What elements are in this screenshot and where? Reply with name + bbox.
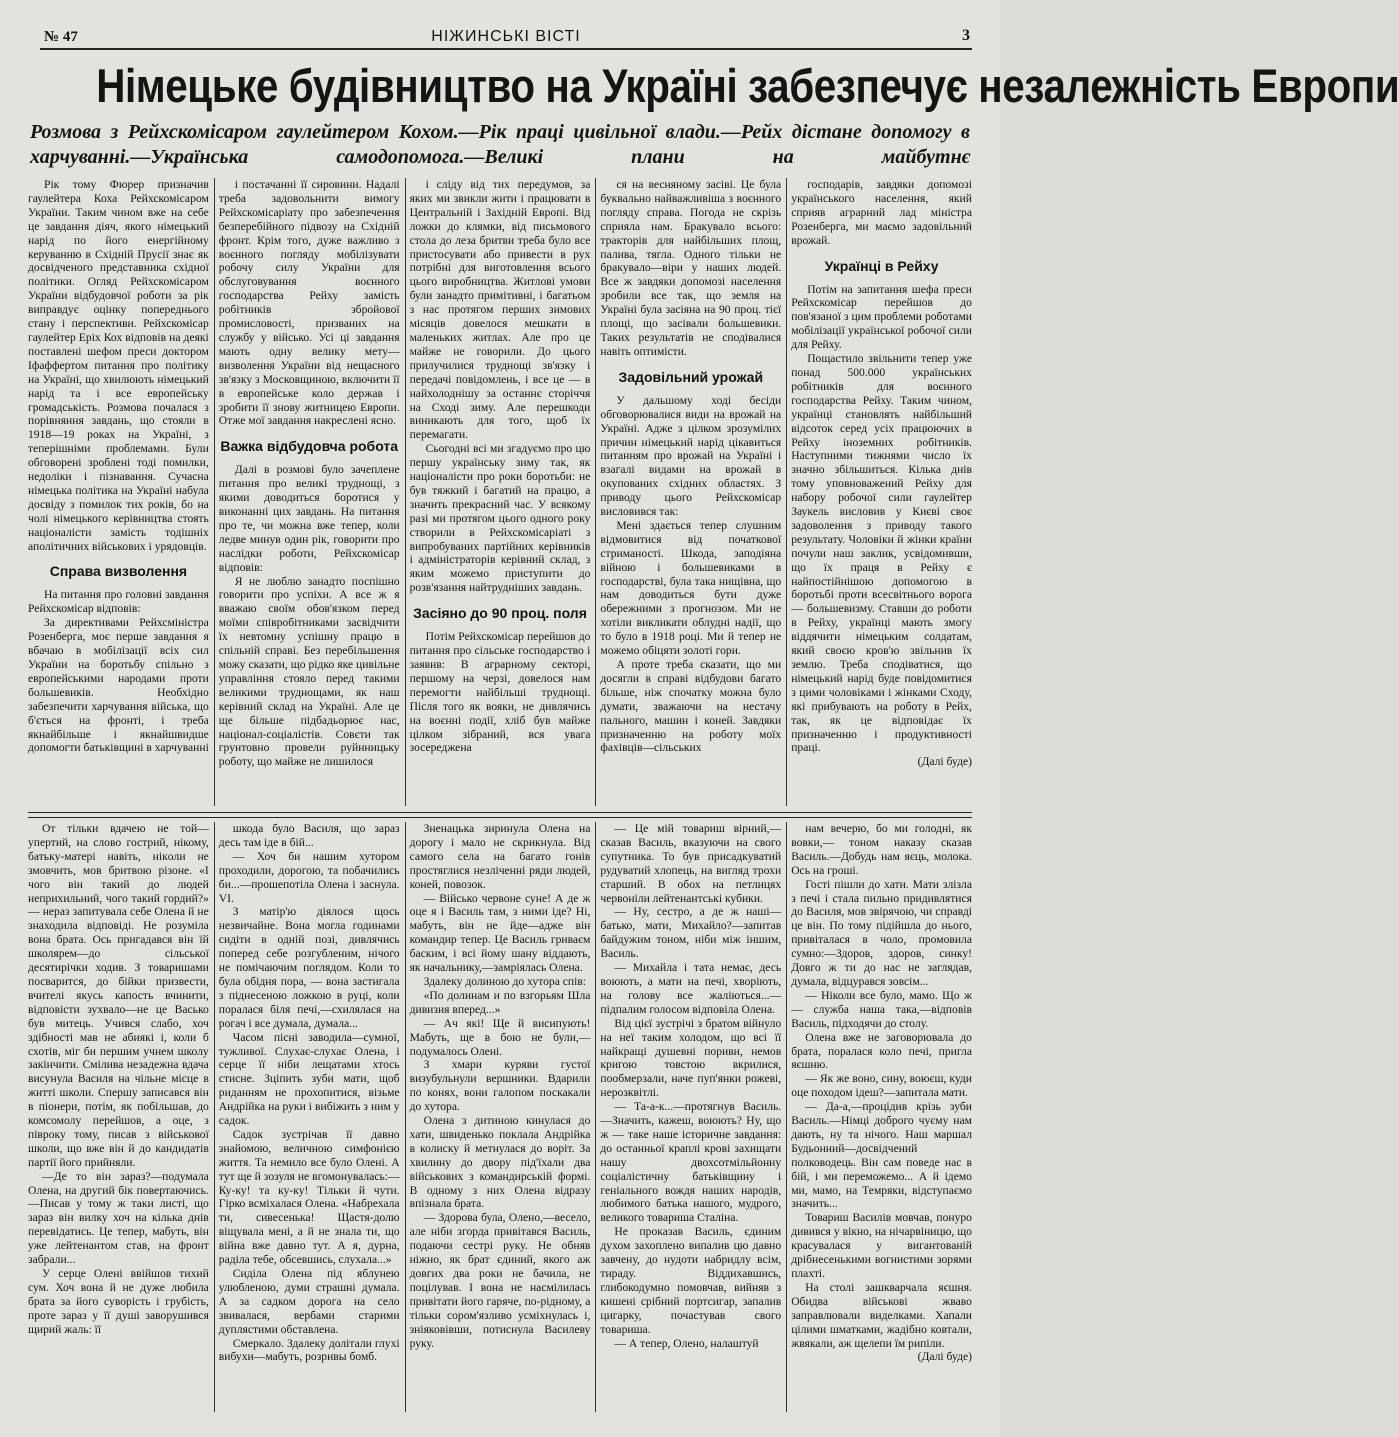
paragraph: А проте треба сказати, що ми досягли в справі відбудови багато більше, ніж спочатку можна було думати, зважаючи на нестачу пального, машин і коней. Завдяки призначенню на роботу моїх фахівців—сільських (600, 658, 782, 755)
paragraph: Олена з дитиною кинулася до хати, швиденько поклала Андрійка в колиску й метнулася до воріт. За хвилину до двору під'їхали два військових з командирській формі. В одному з них Олена відразу впізнала брата. (409, 1114, 591, 1211)
paragraph: Рік тому Фюрер призначив гаулейтера Коха Рейхскомісаром України. Таким чином вже на себе це завдання діяч, якого німецький нарід по його енергійному керуванню в Східній Прусії знає як досвідченого представника східної політики. Огляд Рейхскомісаром України відбудовчої роботи за рік виправдує оцінку попереднього стану і перспективи. Рейхскомісар гаулейтер Еріх Кох відповів на деякі поставлені шефом преси доктором Іфаффертом питання про політику на Україні, що хвилюють німецький нарід та і все европейську громадськість. Розмова почалася з порівняння завдань, що стояли в 1918—19 роках на Україні, з теперішніми проблемами. Були обговорені зроблені тоді помилки, недоліки і пізнавання. Сучасна німецька політика на Україні набула досвіду з помилок тих років, бо на чолі німецького керівництва стоять націоналісти замість тодішніх аполітичних військових і урядовців. (28, 178, 209, 553)
paragraph: — Ніколи все було, мамо. Що ж — служба наша така,—відповів Василь, підходячи до столу. (791, 988, 972, 1030)
column-rule (214, 178, 215, 806)
paragraph: — Хоч би нашим хутором проходили, дорогою, та побачились би...—прошепотіла Олена і заснула. VI. (218, 849, 400, 905)
paragraph: — Михайла і тата немає, десь воюють, а мати на печі, хворіють, на голову все жаліються...—підпалим голосом відповіла Олена. (600, 961, 782, 1016)
paragraph: — Да-а,—процідив крізь зуби Василь.—Німці доброго чуєму нам дають, ну та нічого. Наш маршал Будьонний—досвідчений полководець. Він сам поведе нас в бій, і ми переможемо... А й ідемо ми, мамо, на Темряки, відступаємо значить... (791, 1100, 972, 1211)
paragraph: У дальшому ході бесіди обговорювалися види на врожай на Україні. Адже з цілком зрозумілих причин німецький нарід цікавиться питанням про врожай на Україні і взагалі видами на врожай в окупованих східних областях. З приводу цього Рейхскомісар висловився так: (600, 393, 782, 519)
page-header (40, 26, 972, 50)
column-rule (405, 822, 406, 1412)
paragraph: Товариш Василів мовчав, понуро дивився у вікно, на нічарвіницю, що красувалася у вигантованій дрібнесенькими вогнистими зорями плахті. (791, 1211, 972, 1280)
paragraph: і сліду від тих передумов, за яких ми звикли жити і працювати в Центральній і Західній Европі. Від ложки до клямки, від письмового стола до леза бритви треба було все пристосувати або привести в рух потрібні для виготовлення всього цього виробництва. Житлові умови були занадто примітивні, і багатьом з нас протягом перших зимових місяців довелося мешкати в маленьких житлах. Але про це майже не говорили. До цього прилучилися труднощі зв'язку і передачі повідомлень, і все це — в найхолоднішу за останнє сторіччя на Сході зиму. Але перешкоди виникають для того, щоб їх перемагати. (409, 178, 591, 442)
top_columns-column-2 (219, 178, 400, 806)
main-headline: Німецьке будівництво на Україні забезпечує незалежність Европи (96, 59, 1399, 112)
paragraph: — Це мій товариш вірний,—сказав Василь, вказуючи на свого супутника. То був присадкуватий рудуватий хлопець, на вигляд трохи старший. В обох на петлицях червоніли лейтенантські кубики. (600, 822, 782, 905)
article-columns (28, 178, 972, 806)
paragraph: — Ач які! Ще й висипують! Мабуть, ще в бою не були,—подумалось Олені. (409, 1016, 591, 1058)
continued-note: (Далі буде) (917, 755, 972, 769)
paragraph: Сиділа Олена під яблунею улюбленою, думи страшні думала. А за садком дорога на село звивалася, вербами старими дуплястими обставлена. (218, 1267, 400, 1336)
top_columns-column-5 (791, 178, 972, 806)
bottom_columns-column-5 (791, 822, 972, 1412)
paragraph: — А тепер, Олено, налаштуй (614, 1336, 759, 1350)
paragraph: — Військо червоне суне! А де ж оце я і Василь там, з ними іде? Ні, мабуть, він не йде—адже він командир тепер. Це Василь гриваєм баским, і всі йому шану віддають, як начальнику,—замріялась Олена. (409, 891, 591, 975)
paragraph: Я не люблю занадто поспішно говорити про успіхи. А все ж я вважаю своїм обов'язком перед моїми співробітниками засвідчити їх невтомну успішну працю в спільній справі. Без перебільшення можу сказати, що рідко яке цивільне управління стояло перед такими великими труднощами, як наш керівний склад на Україні. Але це ще більше підбадьорює нас, націонал-соціалістів. Совєти так грунтовно провели руйнницьку роботу, що майже не лишилося (218, 574, 400, 769)
paragraph: — Ну, сестро, а де ж наші—батько, мати, Михайло?—запитав байдужим тоном, ніби між іншим, Василь. (600, 905, 782, 961)
paragraph: нам вечерю, бо ми голодні, як вовки,— тоном наказу сказав Василь.—Добудь нам яєць, молока. Ось на гроші. (791, 822, 972, 877)
bottom_columns-column-3 (410, 822, 591, 1412)
section-heading: Важка відбудовча робота (220, 438, 399, 455)
section-divider (28, 812, 972, 818)
paragraph: От тільки вдачею не той—упертий, на слово гострий, нікому, батьку-матері навіть, нікoли не змовчить, мов бритвою різоне. «І чого він такий до людей неприхильний, чого такий гордий?» — нераз запитувала себе Олена й не знаходила відповіді. Не розуміла вона брата. Ось пригадався він їй школярем—до сільської десятирічки ходив. З товаришами посварится, до бійки призвести, вчителі якусь капость вчинити, відповісти зухвало—не це Васько був митець. Учився слабо, хоч здібності мав не абиякі і, коли б схотів, міг би першим учнем школу закінчити. Смілива незадежна вдача висунула Василя на чільне місце в житті школи. Спершу записався він в піонери, потім, як побільшав, до комсомолу перейшов, а оце, з півроку тому, писав з військової школи, що вже він й до кандидатів партії його прийняли. (28, 822, 209, 1169)
paragraph: Садок зустрічав її давно знайомою, величною симфонією життя. Та немило все було Олені. А тут ще й зозуля не вгомонувалась:—Ку-ку! та ку-ку! Тільки й чути. Гірко всміхалася Олена. «Набрехала ти, сивесенька! Щастя-долю віщувала мені, а й не знала ти, що війна вже давно тут. А я, дурна, раділа тебе, обсевшись, слухала...» (218, 1127, 400, 1267)
paragraph: За директивами Рейхсміністра Розенберга, моє перше завдання я вбачаю в мобілізації всіх сил України на боротьбу спільно з европейськими народами проти большевиків. Необхідно забезпечити харчування війська, що б'ється на фронті, і треба якнайбільше і якнайшвидше допомогти батьківщині в харчуванні (28, 616, 209, 755)
paragraph: шкода було Василя, що зараз десь там іде в бій... (218, 822, 400, 849)
paragraph: Не проказав Василь, єдиним духом захоплено випалив цю давно завчену, до нудоти набридлу всім, тираду. Віддихавшись, глибокодумно помовчав, вийняв з кишені срібний портсигар, запалив цигарку, почастував свого товариша. (600, 1225, 782, 1336)
paragraph: Здалеку долиною до хутора спів: (423, 974, 587, 988)
column-rule (786, 822, 787, 1412)
paragraph: Мені здається тепер слушним відмовитися від початкової стриманості. Шкода, заподіяна війною і большевиками в господарстві, була така нищівна, що нам доводиться бути дуже обережними з прогнозом. Ми не хотіли викликати облудні надії, що то було в 1918 році. Ми й тепер не можемо обіцяти золоті гори. (600, 518, 782, 658)
paragraph: На питання про головні завдання Рейхскомісар відповів: (28, 588, 209, 616)
section-heading: Справа визволення (49, 563, 188, 580)
paragraph: Часом пісні заводила—сумної, тужливої. Слухає-слухає Олена, і серце її ніби лещатами хтось стисне. Зціпить зуби мати, щоб риданням не прохопитися, візьме Андрійка на руки і вибіжить з ним у садок. (218, 1030, 400, 1128)
column-rule (214, 822, 215, 1412)
page-number: 3 (962, 27, 970, 44)
paragraph: Пощастило звільнити тепер уже понад 500.000 українських робітників для воєнного господарства Рейху. Таким чином, українці становлять найбільший відсоток серед усіх працюючих в Рейху іноземних робітників. Наступними тижнями число їх значно збільшиться. Кілька днів тому уповноважений Рейху для набору робочої сили гаулейтер Заукель висловив у Києві своє задоволення з приводу такого результату. Чоловіки й жінки країни почули наш заклик, усвідомивши, що їх праця в Рейху є найпостійнішою допомогою в боротьбі проти всесвітнього ворога — большевизму. Ставши до роботи в Рейху, українці мають змогу віддячити німецьким солдатам, який своєю кров'ю звільнив їх землю. Треба сподіватися, що німецький нарід буде повідомитися з цими чоловіками і жінками Сходу, які прибувають на роботу в Рейх, так, як це відповідає їх призначенню і продуктивності праці. (791, 352, 972, 755)
paragraph: — Здорова була, Олено,—весело, але ніби згорда привітався Василь, подаючи сестрі руку. Не обняв ніжно, як брат єдиний, якого аж довгих два роки не бачила, не поцілував. І вона не насмілилась привітати його гаряче, по-рідному, а тільки сором'язливо усміхнулась і, зніяковівши, потиснула Василеву руку. (409, 1211, 591, 1350)
issue-number: № 47 (44, 29, 78, 45)
bottom_columns-column-4 (600, 822, 781, 1412)
paragraph: Зненацька зиринула Олена на дорогу і мало не скрикнула. Від самого села на багато гонів простяглися незліченні ряди людей, коней, повозок. (409, 822, 591, 891)
paragraph: — Та-а-к...—протягнув Василь.—Значить, кажеш, воюють? Ну, що ж — таке наше історичне завдання: до останньої краплі крові захищати нашу двохсотмільйонну соціалістичну батьківщину і геніального вождя наших народів, любимого батька нашого, мудрого, великого товариша Сталіна. (600, 1100, 782, 1225)
top_columns-column-4 (600, 178, 781, 806)
paragraph: Далі в розмові було зачеплене питання про великі труднощі, з якими доводиться боротися у виконанні цих завдань. На питання про те, чи можна вже тепер, коли ледве минув один рік, говорити про наслідки роботи, Рейхскомісар відповів: (218, 463, 400, 574)
paragraph: — Як же воно, сину, воюєш, куди оце походом ідеш?—запитала мати. (791, 1072, 972, 1100)
paragraph: Сьогодні всі ми згадуємо про цю першу українську зиму так, як націоналісти про роки боротьби: не був тяжкий і багатий на працю, а значить прекрасний час. У всякому разі ми протягом цього одного року створили в Рейхскомісаріаті з випробуваних партійних керівників і адміністраторів керівний склад, з яким можемо приступити до розв'язання найтрудніших завдань. (409, 442, 591, 595)
paragraph: Смеркало. Здалеку долітали глухі вибухи—мабуть, розривы бомб. (218, 1336, 400, 1364)
paragraph: З матір'ю діялося щось незвичайне. Вона могла годинами сидіти в одній позі, дивлячись поперед себе розгубленим, нічого не помічаючим поглядом. Коли то була обідня пора, — вона застигала з піднесеною ложкою в руці, коли поралася біля печі,—схилялася на рогач і все думала, думала... (218, 905, 400, 1030)
story-columns (28, 822, 972, 1412)
top_columns-column-3 (410, 178, 591, 806)
paragraph: Олена вже не заговорювала до брата, поралася коло печі, пригла яєшню. (791, 1030, 972, 1072)
column-rule (595, 822, 596, 1412)
section-heading: Задовільний урожай (618, 368, 764, 385)
column-rule (595, 178, 596, 806)
section-heading: Українці в Рейху (824, 257, 939, 274)
paragraph: У серце Олені ввійшов тихий сум. Хоч вона й не дуже любила брата за його суворість і грубість, проте зараз у її душі заворушився щирий жаль: її (28, 1267, 209, 1336)
paragraph: ся на весняному засіві. Це була буквально найважливіша з воєнного погляду справа. Погода не скрізь сприяла нам. Бракувало всього: тракторів для найбільших площ, палива, тягла. Одного тільки не бракувало—віри у наших людей. Все ж завдяки допомозі населення зробили все так, що земля на Україні була засіяна на 90 проц. тієї площі, що засівали большевики. Таких результатів не сподівалися навіть оптимісти. (600, 178, 782, 358)
paragraph: Гості пішли до хати. Мати злізла з печі і стала пильно придивлятися до Василя, мов звірячою, чи справді це він. По тому підійшла до нього, привіталася в чоло, промовила сумно:—Здоров, здоров, синку! Довго ж ти до нас не заглядав, думала, відцурався зовсім... (791, 877, 972, 988)
paragraph: —Де то він зараз?—подумала Олена, на другий бік повертаючись.—Писав у тому ж таки листі, що зараз він вилку хоч на кілька днів перевідатись. Це тепер, мабуть, він уже лейтенантом став, на фронт забрали... (28, 1169, 209, 1267)
newspaper-name: НІЖИНСЬКІ ВІСТІ (431, 28, 581, 45)
top_columns-column-1 (28, 178, 209, 806)
column-rule (786, 178, 787, 806)
paragraph: господарів, завдяки допомозі українського населення, який сприяв аграрний лад міністра Розенберга, ми маємо задовільний врожай. (791, 178, 972, 247)
bottom_columns-column-2 (219, 822, 400, 1412)
paragraph: «По долинам и по взгорьям Шла дивизия вперед...» (409, 988, 591, 1016)
paragraph: Потім Рейхскомісар перейшов до питання про сільське господарство і заявив: В аграрному секторі, першому на черзі, довелося нам перемогти найбільші труднощі. Після того як вояки, не дивлячись на воєнні події, хліб був майже цілком зібраний, вся увага зосереджена (409, 630, 591, 755)
paragraph: і постачанні її сировини. Надалі треба задовольнити вимогу Рейхскомісаріату про забезпечення безперебійного підвозу на Східній фронт. Крім того, дуже важливо з воєнного погляду мобілізувати робочу силу України для обслуговування воєнного господарства Рейху замість робітників збройової промисловості, призваних на службу у військо. Усі ці завдання мають одну велику мету—визволення України від нещасного зв'язку з Московщиною, включити її в европейське коло держав і зробити її знову житницею Европи. Отже мої завдання накреслені ясно. (218, 178, 400, 428)
paragraph: З хмари куряви густої визубульнули вершники. Вдарили по конях, вони галопом поскакали до хутора. (409, 1058, 591, 1114)
paragraph: Потім на запитання шефа преси Рейхскомісар перейшов до пов'язаної з цим проблеми роботами мобілізації української робочої сили для Рейху. (791, 282, 972, 352)
column-rule (405, 178, 406, 806)
section-heading: Засіяно до 90 проц. поля (413, 605, 587, 622)
paragraph: Від цієї зустрічі з братом війнуло на неї таким холодом, що всі її найкращі душевні пориви, немов кригою товстою вкрилися, пообмерзали, наче пуп'янки рожеві, нерозквітлі. (600, 1016, 782, 1100)
paragraph: На столі зашкварчала яєшня. Обидва військові жваво заправлювали виделками. Хапали цілими шматками, жадібно ковтали, жвякали, аж щелепи їм рипіли. (791, 1280, 972, 1350)
bottom_columns-column-1 (28, 822, 209, 1412)
continued-note: (Далі буде) (917, 1350, 972, 1364)
subheadline: Розмова з Рейхскомісаром гаулейтером Кохом.—Рік праці цивільної влади.—Рейх дістане допомогу в харчуванні.—Українська самодопомога.—Великі плани на майбутнє (30, 121, 970, 168)
